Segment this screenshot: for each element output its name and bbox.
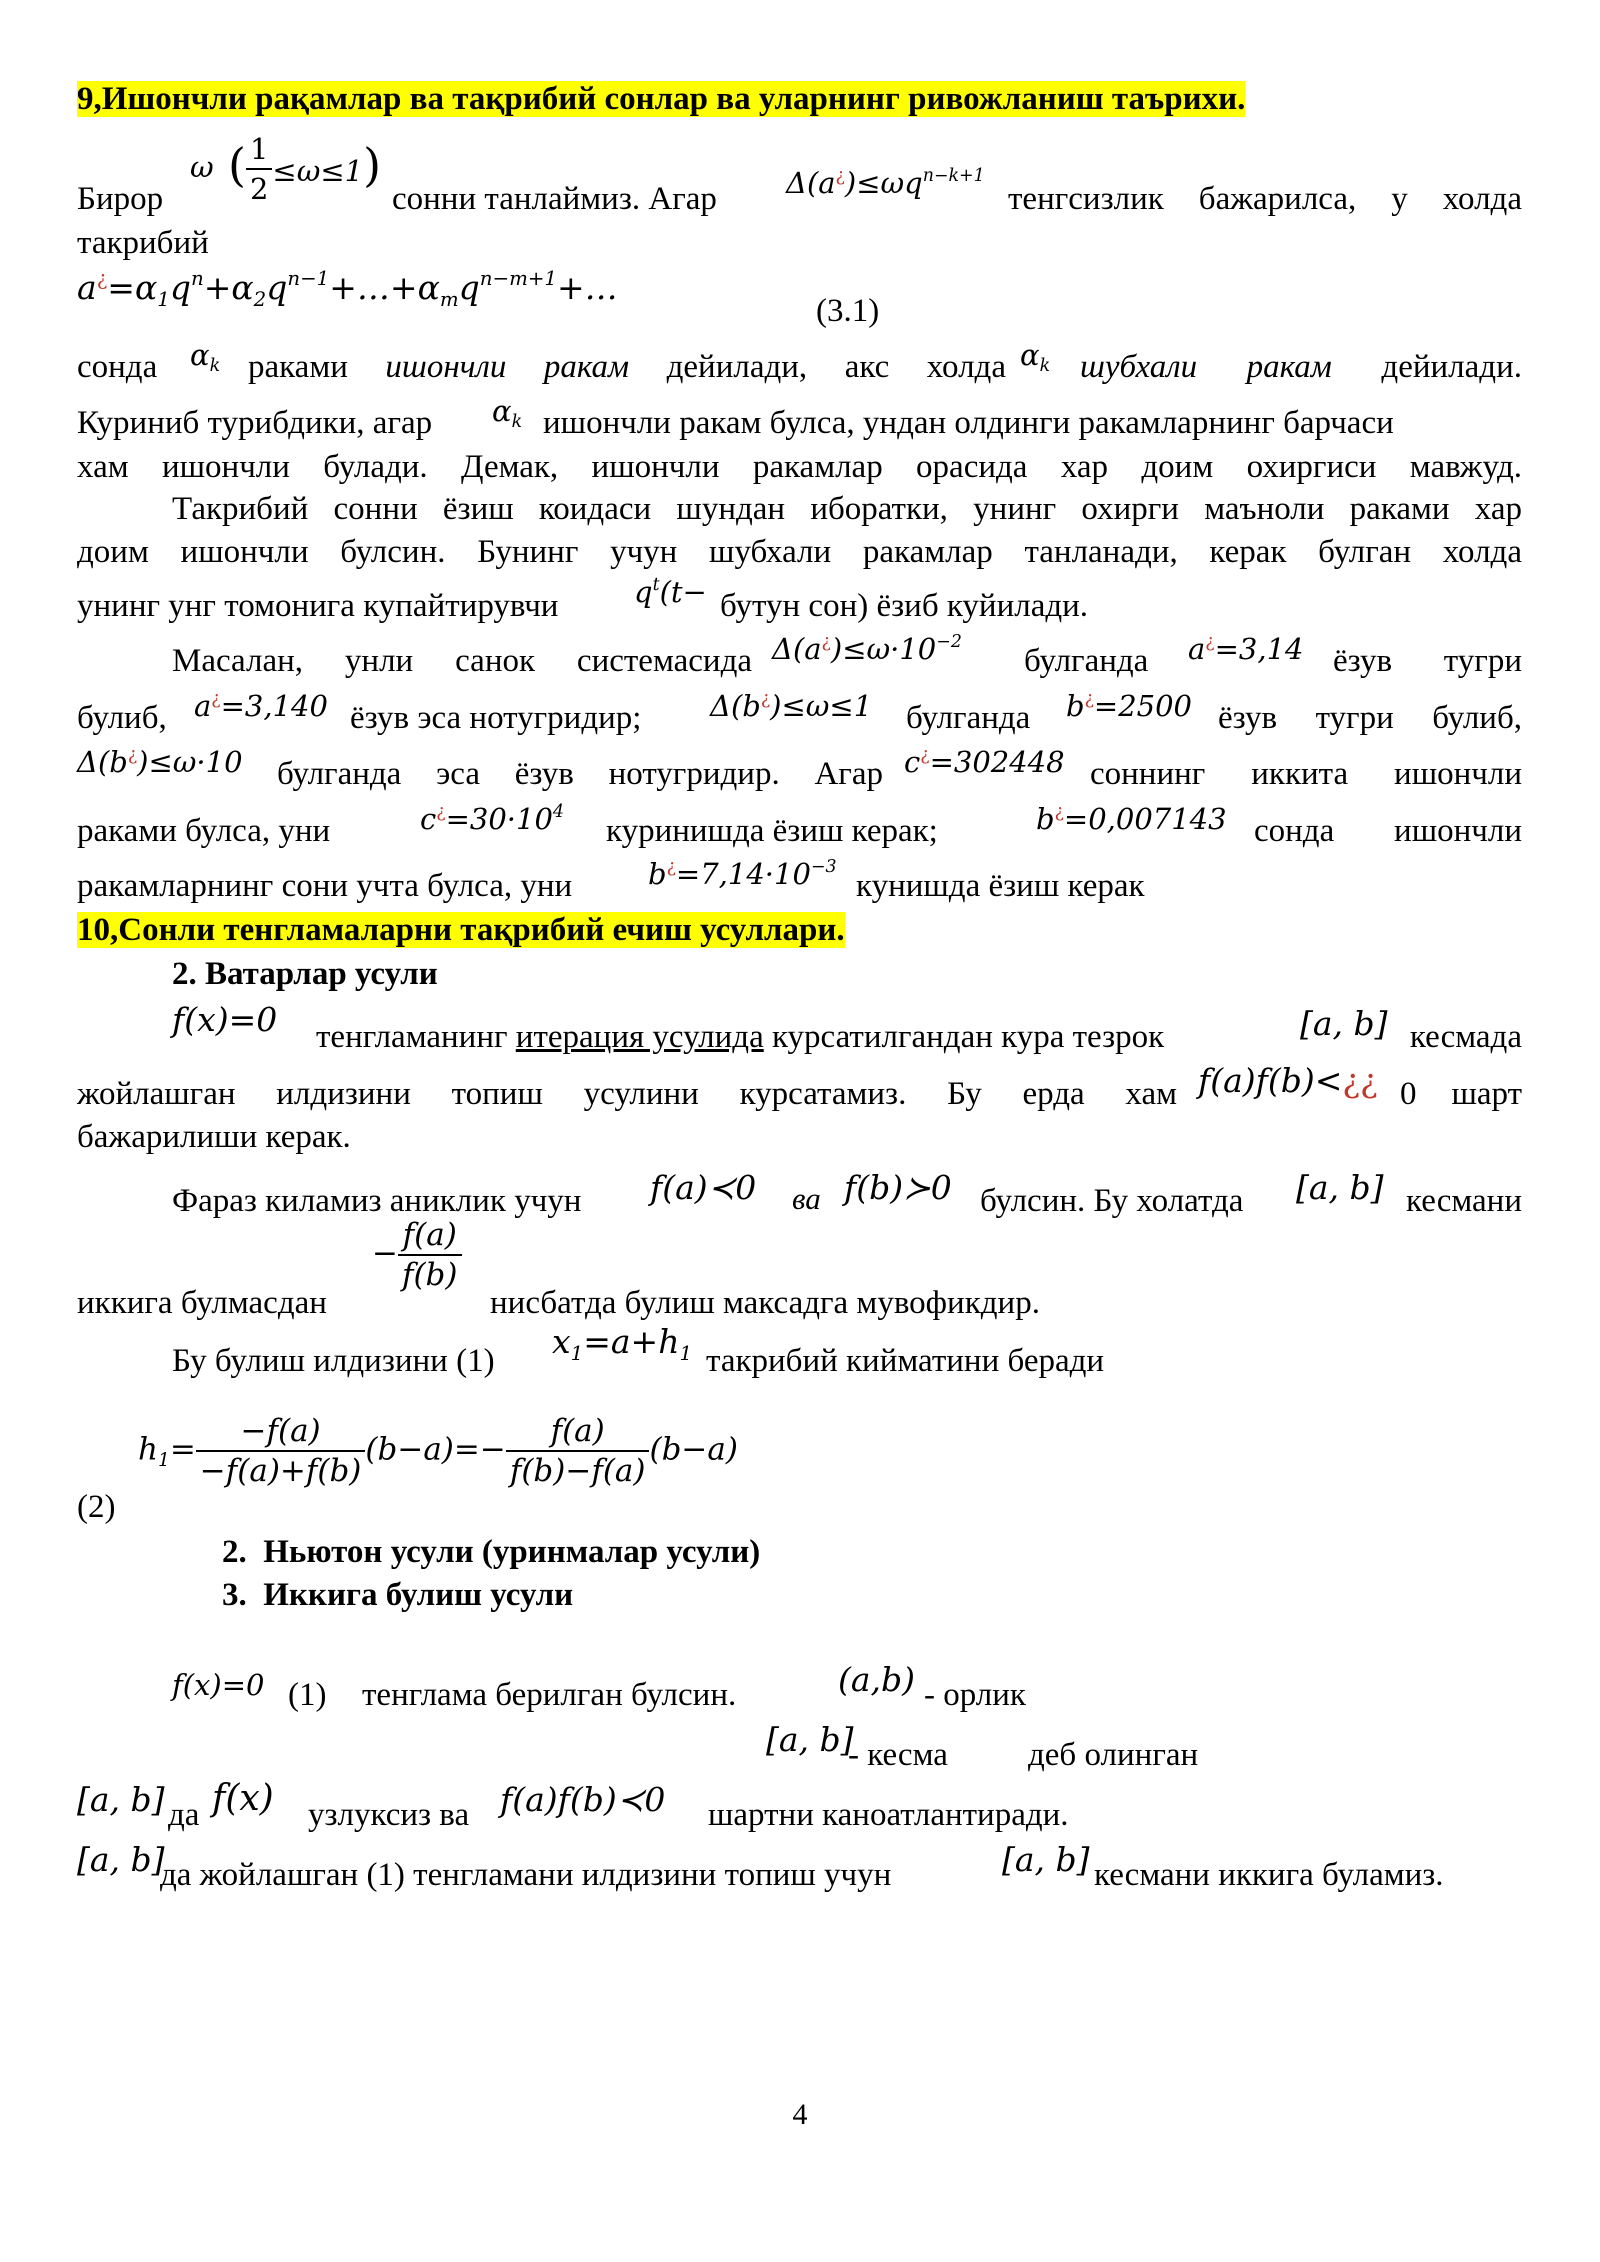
- math-c-30: $c^¿=30\cdot 10^4$: [420, 801, 564, 836]
- math-q-t: $q^t(t-$: [634, 574, 707, 609]
- text-fragment: тенглама берилган булсин.: [362, 1677, 737, 1713]
- math-fx-0: f(x)=0: [172, 1668, 265, 1702]
- heading-10-text: 10,Сонли тенгламаларни тақрибий ечиш усуллари.: [77, 912, 845, 948]
- list-number: 2.: [222, 1534, 247, 1570]
- math-interval-ab: [a, b]: [77, 1840, 165, 1879]
- math-alpha-k: $\alpha_k$: [1020, 338, 1051, 377]
- text-fragment: доим ишончли булсин. Бунинг учун шубхали ракамлар танланади, керак булган холда: [77, 534, 1522, 570]
- text-fragment: ракамларнинг сони учта булса, уни: [77, 868, 573, 904]
- text-fragment: Фараз киламиз аниклик учун: [172, 1183, 582, 1219]
- text-fragment: (1): [288, 1677, 327, 1713]
- text-fragment-group: [316, 1016, 1164, 1058]
- equation-label: (3.1): [816, 293, 880, 329]
- math-interval-ab: [a, b]: [1300, 1004, 1388, 1043]
- text-fragment: такрибий: [77, 225, 209, 261]
- text-fragment: куринишда ёзиш керак;: [606, 813, 938, 849]
- math-x1: $x_1=a+h_1$: [552, 1322, 693, 1365]
- paragraph-2-line-3: [77, 446, 1522, 488]
- math-alpha-k: $\alpha_k$: [190, 338, 221, 377]
- math-ratio: − $\frac{f(a)}{f(b)}$: [372, 1216, 462, 1294]
- text-fragment: булганда: [1024, 643, 1149, 679]
- text-fragment: бажарилиши керак.: [77, 1119, 351, 1155]
- math-omega: ω: [190, 150, 214, 184]
- math-delta-b: Δ(b¿)≤ω≤1: [710, 688, 873, 723]
- text-fragment: 0 шарт: [1400, 1076, 1522, 1112]
- text-fragment: Куриниб турибдики, агар: [77, 405, 433, 441]
- text-fragment: - кесма: [848, 1737, 948, 1773]
- text-fragment: ва: [792, 1181, 821, 1216]
- math-omega-range: ( $\frac{1}{2}$ ≤ω≤1): [228, 132, 382, 206]
- text-fragment: такрибий кийматини беради: [706, 1343, 1105, 1379]
- text-fragment: раками булса, уни: [77, 813, 331, 849]
- text-fragment: кесмани иккига буламиз.: [1094, 1857, 1444, 1893]
- math-interval-ab: [a, b]: [1296, 1168, 1384, 1207]
- math-alpha-k: $\alpha_k$: [492, 394, 523, 433]
- text-fragment: тенгсизлик бажарилса, у холда: [1008, 181, 1522, 217]
- text-fragment: шартни каноатлантиради.: [708, 1797, 1069, 1833]
- text-fragment: сонда: [77, 349, 158, 385]
- text-fragment: кесмани: [1406, 1183, 1522, 1219]
- math-delta-ineq: $\Delta(a^¿)\le\omega q^{n-k+1}$: [786, 165, 985, 200]
- text-fragment: курсатилгандан кура тезрок: [771, 1019, 1165, 1055]
- math-b-714: $b^¿=7,14\cdot 10^{-3}$: [648, 856, 837, 891]
- text-fragment: - орлик: [924, 1677, 1026, 1713]
- text-fragment: деб олинган: [1028, 1737, 1199, 1773]
- text-fragment: тенгламанинг: [316, 1019, 508, 1055]
- text-fragment: ёзув тугри булиб,: [1218, 700, 1522, 736]
- math-c-302448: c¿=302448: [904, 744, 1065, 779]
- text-fragment: ишончли ракам булса, ундан олдинги ракамларнинг барчаси: [543, 405, 1394, 441]
- math-delta-b-10: Δ(b¿)≤ω·10: [77, 744, 243, 779]
- paragraph-1-line-2: [77, 222, 1522, 264]
- text-fragment: иккига булмасдан: [77, 1285, 327, 1321]
- text-fragment: унинг унг томонига купайтирувчи: [77, 588, 559, 624]
- text-fragment: ишончли ракам: [385, 349, 630, 385]
- text-fragment-group: [248, 346, 1006, 388]
- equation-3-1: $a^¿=\alpha_1q^n+\alpha_2q^{n-1}+\dots+\alpha_mq^{n-m+1}+\dots$: [77, 267, 618, 311]
- text-fragment: булганда: [906, 700, 1031, 736]
- math-interval-ab: [a, b]: [77, 1780, 165, 1819]
- math-fa-fb-lt-0: f(a)f(b)≺0: [500, 1780, 666, 1819]
- text-fragment: Масалан, унли санок системасида: [172, 643, 752, 679]
- text-fragment: хам ишончли булади. Демак, ишончли ракамлар орасида хар доим охиргиси мавжуд.: [77, 449, 1522, 485]
- text-fragment: ёзув эса нотугридир;: [350, 700, 642, 736]
- section-heading-9: [77, 78, 1522, 120]
- math-delta-10: $\Delta(a^¿)\le\omega\cdot 10^{-2}$: [772, 631, 962, 666]
- text-fragment: кунишда ёзиш керак: [856, 868, 1145, 904]
- section-heading-10: [77, 909, 1522, 951]
- math-a-314: a¿=3,14: [1188, 631, 1304, 666]
- text-fragment: да: [168, 1797, 200, 1833]
- list-item: [222, 1574, 573, 1616]
- math-interval-ab: [a, b]: [1002, 1840, 1090, 1879]
- equation-h1: $h_1=$ $\frac{-f(a)}{-f(a)+f(b)}$ (b−a)=− $\frac{f(a)}{f(b)-f(a)}$ (b−a): [138, 1413, 738, 1489]
- text-fragment: сонда ишончли: [1254, 813, 1522, 849]
- page-number: 4: [792, 2098, 808, 2131]
- math-interval-ab: [a, b]: [766, 1720, 854, 1759]
- text-fragment-group: [1080, 346, 1522, 388]
- paragraph-3-line-2: [77, 531, 1522, 573]
- math-fa-lt-0: f(a)≺0: [650, 1168, 757, 1207]
- text-fragment: булсин. Бу холатда: [980, 1183, 1244, 1219]
- math-fx: f(x): [212, 1778, 274, 1819]
- text-fragment: итерация усулида: [515, 1019, 764, 1055]
- text-fragment: шубхали ракам: [1080, 349, 1332, 385]
- text-fragment: бутун сон) ёзиб куйилади.: [720, 588, 1089, 624]
- text-fragment: дейилади.: [1381, 349, 1522, 385]
- text-fragment: кесмада: [1409, 1019, 1522, 1055]
- list-number: 3.: [222, 1577, 247, 1613]
- math-a-3140: a¿=3,140: [194, 688, 328, 723]
- text-fragment: булганда эса ёзув нотугридир. Агар: [277, 756, 883, 792]
- math-fx-0: f(x)=0: [172, 1000, 278, 1039]
- text-fragment: да жойлашган (1) тенгламани илдизини топиш учун: [160, 1857, 892, 1893]
- text-fragment: жойлашган илдизини топиш усулини курсатамиз. Бу ерда хам: [77, 1076, 1177, 1112]
- math-b-0007143: b¿=0,007143: [1036, 801, 1227, 836]
- text-fragment: ёзув тугри: [1333, 643, 1522, 679]
- text-fragment: Такрибий сонни ёзиш коидаси шундан иборатки, унинг охирги маъноли раками хар: [172, 491, 1522, 527]
- text-fragment: соннинг иккита ишончли: [1090, 756, 1522, 792]
- text-fragment: сонни танлаймиз. Агар: [392, 181, 717, 217]
- text-fragment: раками: [248, 349, 348, 385]
- math-b-2500: b¿=2500: [1066, 688, 1193, 723]
- paragraph-5-line-3: [77, 1116, 1522, 1158]
- equation-label: (2): [77, 1489, 116, 1525]
- subsection-title: 2. Ватарлар усули: [172, 956, 438, 992]
- math-fa-fb: f(a)f(b)<¿¿: [1198, 1061, 1378, 1100]
- list-text: Иккига булиш усули: [263, 1577, 574, 1613]
- text-fragment: узлуксиз ва: [308, 1797, 470, 1833]
- paragraph-3-line-1: [172, 488, 1522, 530]
- math-open-interval-ab: (a,b): [838, 1660, 916, 1699]
- math-fb-gt-0: f(b)≻0: [844, 1168, 952, 1207]
- text-fragment: Бирор: [77, 181, 164, 217]
- list-item: [222, 1531, 760, 1573]
- list-text: Ньютон усули (уринмалар усули): [263, 1534, 761, 1570]
- text-fragment: дейилади, акс холда: [666, 349, 1006, 385]
- text-fragment: нисбатда булиш максадга мувофикдир.: [490, 1285, 1040, 1321]
- heading-9-text: 9,Ишончли рақамлар ва тақрибий сонлар ва уларнинг ривожланиш таърихи.: [77, 81, 1246, 117]
- text-fragment: Бу булиш илдизини (1): [172, 1343, 495, 1379]
- text-fragment: булиб,: [77, 700, 167, 736]
